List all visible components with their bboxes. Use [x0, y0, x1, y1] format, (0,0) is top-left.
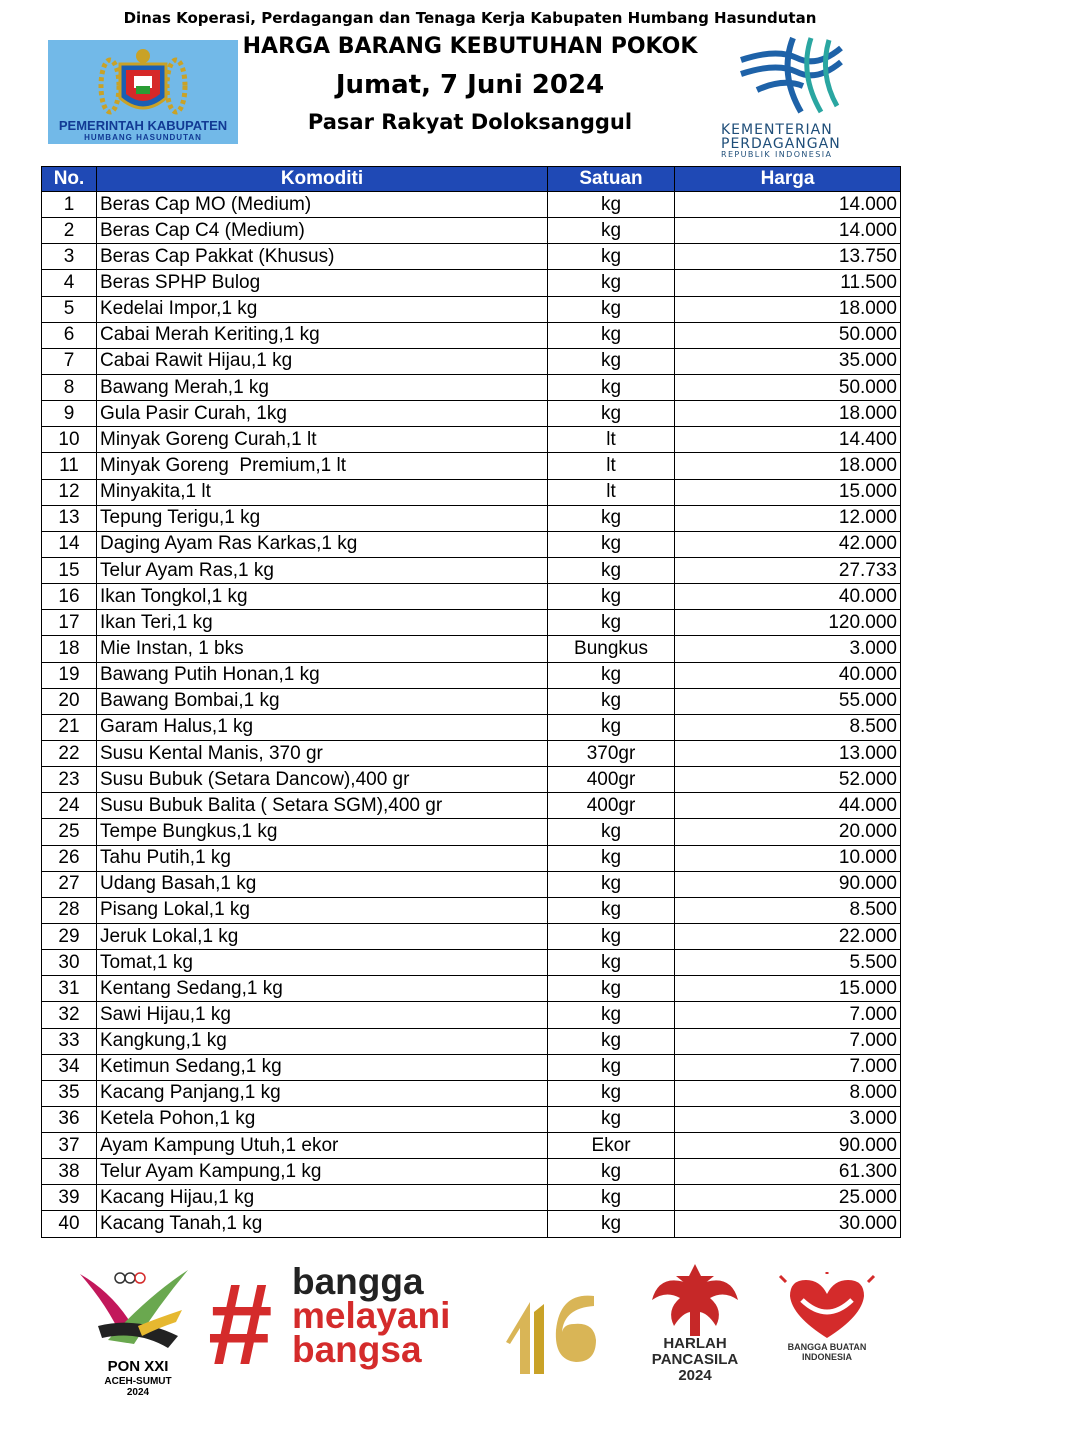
cell-satuan: kg	[548, 348, 675, 374]
cell-no: 40	[42, 1211, 97, 1237]
cell-harga: 40.000	[675, 584, 901, 610]
cell-komoditi: Minyakita,1 lt	[97, 479, 548, 505]
cell-harga: 14.000	[675, 192, 901, 218]
table-row	[42, 1106, 901, 1132]
cell-harga: 15.000	[675, 479, 901, 505]
cell-harga: 44.000	[675, 793, 901, 819]
cell-harga: 50.000	[675, 374, 901, 400]
column-header-satuan: Satuan	[548, 167, 675, 192]
cell-komoditi: Minyak Goreng Premium,1 lt	[97, 453, 548, 479]
pon-emblem-icon	[78, 1266, 198, 1356]
cell-harga: 3.000	[675, 636, 901, 662]
cell-no: 25	[42, 819, 97, 845]
cell-harga: 5.500	[675, 950, 901, 976]
table-row	[42, 374, 901, 400]
cell-komoditi: Ketela Pohon,1 kg	[97, 1106, 548, 1132]
bmb-word-3: bangsa	[292, 1329, 422, 1370]
cell-komoditi: Ketimun Sedang,1 kg	[97, 1054, 548, 1080]
cell-satuan: lt	[548, 427, 675, 453]
kemendag-label-2: PERDAGANGAN	[721, 136, 841, 152]
kemendag-label-3: REPUBLIK INDONESIA	[721, 150, 833, 159]
cell-no: 32	[42, 1002, 97, 1028]
harlah-label-1: HARLAH	[663, 1335, 727, 1352]
cell-satuan: kg	[548, 819, 675, 845]
cell-harga: 18.000	[675, 296, 901, 322]
heart-icon	[772, 1272, 882, 1340]
harlah-label-3: 2024	[678, 1367, 712, 1384]
cell-no: 28	[42, 897, 97, 923]
cell-komoditi: Tepung Terigu,1 kg	[97, 505, 548, 531]
cell-satuan: kg	[548, 322, 675, 348]
cell-harga: 7.000	[675, 1002, 901, 1028]
cell-komoditi: Ikan Tongkol,1 kg	[97, 584, 548, 610]
cell-satuan: 370gr	[548, 740, 675, 766]
cell-harga: 7.000	[675, 1054, 901, 1080]
cell-komoditi: Kacang Hijau,1 kg	[97, 1185, 548, 1211]
cell-no: 22	[42, 740, 97, 766]
table-row	[42, 1211, 901, 1237]
cell-harga: 42.000	[675, 531, 901, 557]
cell-komoditi: Susu Bubuk (Setara Dancow),400 gr	[97, 767, 548, 793]
cell-harga: 52.000	[675, 767, 901, 793]
harlah-label-2: PANCASILA	[651, 1351, 739, 1368]
cell-satuan: Bungkus	[548, 636, 675, 662]
cell-satuan: kg	[548, 923, 675, 949]
cell-no: 15	[42, 557, 97, 583]
bangga-buatan-indonesia-logo	[772, 1272, 882, 1372]
cell-komoditi: Tomat,1 kg	[97, 950, 548, 976]
cell-satuan: kg	[548, 1080, 675, 1106]
table-row	[42, 531, 901, 557]
table-row	[42, 322, 901, 348]
cell-harga: 3.000	[675, 1106, 901, 1132]
bbi-label-2: INDONESIA	[801, 1352, 852, 1362]
cell-satuan: kg	[548, 505, 675, 531]
cell-harga: 20.000	[675, 819, 901, 845]
cell-komoditi: Mie Instan, 1 bks	[97, 636, 548, 662]
cell-komoditi: Beras SPHP Bulog	[97, 270, 548, 296]
cell-satuan: 400gr	[548, 767, 675, 793]
cell-harga: 35.000	[675, 348, 901, 374]
table-row	[42, 296, 901, 322]
cell-no: 37	[42, 1133, 97, 1159]
table-row	[42, 950, 901, 976]
table-row	[42, 348, 901, 374]
cell-no: 6	[42, 322, 97, 348]
cell-satuan: kg	[548, 1106, 675, 1132]
cell-no: 2	[42, 218, 97, 244]
cell-komoditi: Kacang Tanah,1 kg	[97, 1211, 548, 1237]
cell-komoditi: Beras Cap MO (Medium)	[97, 192, 548, 218]
cell-harga: 18.000	[675, 401, 901, 427]
cell-no: 29	[42, 923, 97, 949]
pancasila-emblem-icon	[640, 1260, 750, 1340]
cell-no: 5	[42, 296, 97, 322]
pemkab-label-1: PEMERINTAH KABUPATEN	[58, 118, 228, 133]
cell-satuan: kg	[548, 296, 675, 322]
table-row	[42, 740, 901, 766]
bmb-word-1: bangga	[292, 1261, 424, 1302]
cell-satuan: kg	[548, 688, 675, 714]
cell-no: 39	[42, 1185, 97, 1211]
cell-komoditi: Kentang Sedang,1 kg	[97, 976, 548, 1002]
cell-harga: 25.000	[675, 1185, 901, 1211]
cell-komoditi: Kacang Panjang,1 kg	[97, 1080, 548, 1106]
regency-emblem-icon	[96, 46, 190, 120]
page-title: HARGA BARANG KEBUTUHAN POKOK	[242, 34, 698, 59]
cell-satuan: kg	[548, 531, 675, 557]
table-row	[42, 1133, 901, 1159]
table-header-row	[42, 167, 901, 192]
cell-no: 18	[42, 636, 97, 662]
cell-no: 23	[42, 767, 97, 793]
cell-no: 10	[42, 427, 97, 453]
cell-no: 26	[42, 845, 97, 871]
cell-no: 12	[42, 479, 97, 505]
cell-satuan: kg	[548, 374, 675, 400]
cell-harga: 7.000	[675, 1028, 901, 1054]
indonesia-emas-logo	[500, 1282, 610, 1382]
cell-komoditi: Pisang Lokal,1 kg	[97, 897, 548, 923]
pon-label-2: ACEH-SUMUT	[104, 1376, 172, 1387]
cell-no: 34	[42, 1054, 97, 1080]
table-row	[42, 1002, 901, 1028]
cell-no: 16	[42, 584, 97, 610]
cell-satuan: lt	[548, 479, 675, 505]
cell-satuan: kg	[548, 1002, 675, 1028]
table-row	[42, 688, 901, 714]
cell-satuan: kg	[548, 1028, 675, 1054]
table-row	[42, 610, 901, 636]
cell-komoditi: Kedelai Impor,1 kg	[97, 296, 548, 322]
cell-harga: 8.500	[675, 714, 901, 740]
table-row	[42, 218, 901, 244]
table-row	[42, 1185, 901, 1211]
cell-komoditi: Ayam Kampung Utuh,1 ekor	[97, 1133, 548, 1159]
table-row	[42, 793, 901, 819]
cell-komoditi: Telur Ayam Kampung,1 kg	[97, 1159, 548, 1185]
cell-no: 14	[42, 531, 97, 557]
cell-satuan: kg	[548, 662, 675, 688]
cell-satuan: kg	[548, 557, 675, 583]
cell-satuan: lt	[548, 453, 675, 479]
report-date: Jumat, 7 Juni 2024	[335, 70, 605, 100]
table-row	[42, 714, 901, 740]
cell-komoditi: Susu Bubuk Balita ( Setara SGM),400 gr	[97, 793, 548, 819]
cell-satuan: kg	[548, 244, 675, 270]
cell-satuan: 400gr	[548, 793, 675, 819]
table-row	[42, 923, 901, 949]
cell-harga: 40.000	[675, 662, 901, 688]
kemendag-logo	[715, 34, 875, 160]
cell-komoditi: Sawi Hijau,1 kg	[97, 1002, 548, 1028]
cell-komoditi: Daging Ayam Ras Karkas,1 kg	[97, 531, 548, 557]
kemendag-emblem-icon	[737, 34, 847, 116]
cell-satuan: kg	[548, 401, 675, 427]
cell-no: 21	[42, 714, 97, 740]
cell-no: 30	[42, 950, 97, 976]
agency-name: Dinas Koperasi, Perdagangan dan Tenaga Kerja Kabupaten Humbang Hasundutan	[123, 9, 817, 27]
cell-harga: 10.000	[675, 845, 901, 871]
table-row	[42, 845, 901, 871]
cell-harga: 90.000	[675, 1133, 901, 1159]
cell-komoditi: Bawang Putih Honan,1 kg	[97, 662, 548, 688]
cell-komoditi: Tempe Bungkus,1 kg	[97, 819, 548, 845]
table-row	[42, 636, 901, 662]
cell-komoditi: Susu Kental Manis, 370 gr	[97, 740, 548, 766]
table-row	[42, 192, 901, 218]
cell-komoditi: Cabai Rawit Hijau,1 kg	[97, 348, 548, 374]
table-row	[42, 897, 901, 923]
cell-satuan: kg	[548, 192, 675, 218]
cell-harga: 8.000	[675, 1080, 901, 1106]
cell-harga: 14.400	[675, 427, 901, 453]
pon-label-3: 2024	[126, 1387, 150, 1398]
table-row	[42, 767, 901, 793]
cell-harga: 27.733	[675, 557, 901, 583]
pon-xxi-logo	[78, 1266, 198, 1406]
table-row	[42, 1028, 901, 1054]
price-table-body	[42, 192, 901, 1238]
cell-no: 13	[42, 505, 97, 531]
cell-harga: 18.000	[675, 453, 901, 479]
cell-no: 8	[42, 374, 97, 400]
market-name: Pasar Rakyat Doloksanggul	[307, 110, 633, 134]
cell-no: 1	[42, 192, 97, 218]
cell-satuan: Ekor	[548, 1133, 675, 1159]
cell-komoditi: Kangkung,1 kg	[97, 1028, 548, 1054]
cell-satuan: kg	[548, 584, 675, 610]
cell-no: 20	[42, 688, 97, 714]
cell-no: 7	[42, 348, 97, 374]
hashtag-icon: #	[208, 1259, 273, 1389]
table-row	[42, 557, 901, 583]
table-row	[42, 1054, 901, 1080]
cell-komoditi: Bawang Merah,1 kg	[97, 374, 548, 400]
price-table	[41, 166, 901, 1238]
cell-komoditi: Gula Pasir Curah, 1kg	[97, 401, 548, 427]
cell-no: 19	[42, 662, 97, 688]
cell-satuan: kg	[548, 1159, 675, 1185]
cell-satuan: kg	[548, 871, 675, 897]
table-row	[42, 1159, 901, 1185]
cell-satuan: kg	[548, 1054, 675, 1080]
cell-komoditi: Cabai Merah Keriting,1 kg	[97, 322, 548, 348]
column-header-harga: Harga	[675, 167, 901, 192]
table-row	[42, 401, 901, 427]
cell-harga: 120.000	[675, 610, 901, 636]
cell-harga: 22.000	[675, 923, 901, 949]
cell-komoditi: Garam Halus,1 kg	[97, 714, 548, 740]
table-row	[42, 976, 901, 1002]
79-years-emblem-icon	[500, 1282, 610, 1382]
pon-label-1: PON XXI	[107, 1358, 169, 1375]
cell-komoditi: Ikan Teri,1 kg	[97, 610, 548, 636]
cell-no: 35	[42, 1080, 97, 1106]
cell-harga: 14.000	[675, 218, 901, 244]
table-row	[42, 871, 901, 897]
column-header-no: No.	[42, 167, 97, 192]
cell-satuan: kg	[548, 976, 675, 1002]
table-row	[42, 453, 901, 479]
cell-no: 27	[42, 871, 97, 897]
harlah-pancasila-logo	[640, 1260, 750, 1390]
cell-harga: 13.000	[675, 740, 901, 766]
table-row	[42, 819, 901, 845]
cell-harga: 13.750	[675, 244, 901, 270]
table-row	[42, 1080, 901, 1106]
table-row	[42, 505, 901, 531]
cell-harga: 8.500	[675, 897, 901, 923]
bmb-word-2: melayani	[292, 1295, 451, 1336]
cell-no: 17	[42, 610, 97, 636]
cell-satuan: kg	[548, 950, 675, 976]
cell-komoditi: Tahu Putih,1 kg	[97, 845, 548, 871]
pemkab-label-2: HUMBANG HASUNDUTAN	[84, 133, 202, 142]
cell-satuan: kg	[548, 610, 675, 636]
cell-komoditi: Jeruk Lokal,1 kg	[97, 923, 548, 949]
cell-harga: 90.000	[675, 871, 901, 897]
cell-harga: 11.500	[675, 270, 901, 296]
bangga-melayani-bangsa-logo	[208, 1259, 488, 1389]
cell-harga: 61.300	[675, 1159, 901, 1185]
cell-harga: 50.000	[675, 322, 901, 348]
cell-no: 3	[42, 244, 97, 270]
cell-satuan: kg	[548, 845, 675, 871]
table-row	[42, 479, 901, 505]
cell-harga: 30.000	[675, 1211, 901, 1237]
cell-no: 24	[42, 793, 97, 819]
cell-no: 11	[42, 453, 97, 479]
cell-komoditi: Beras Cap C4 (Medium)	[97, 218, 548, 244]
cell-harga: 55.000	[675, 688, 901, 714]
table-row	[42, 662, 901, 688]
table-row	[42, 244, 901, 270]
table-row	[42, 427, 901, 453]
cell-satuan: kg	[548, 270, 675, 296]
column-header-komoditi: Komoditi	[97, 167, 548, 192]
cell-no: 4	[42, 270, 97, 296]
pemkab-logo	[48, 40, 238, 144]
cell-no: 33	[42, 1028, 97, 1054]
cell-komoditi: Beras Cap Pakkat (Khusus)	[97, 244, 548, 270]
cell-satuan: kg	[548, 897, 675, 923]
cell-no: 31	[42, 976, 97, 1002]
cell-no: 36	[42, 1106, 97, 1132]
cell-no: 38	[42, 1159, 97, 1185]
cell-satuan: kg	[548, 218, 675, 244]
cell-no: 9	[42, 401, 97, 427]
cell-komoditi: Bawang Bombai,1 kg	[97, 688, 548, 714]
cell-satuan: kg	[548, 714, 675, 740]
cell-harga: 12.000	[675, 505, 901, 531]
cell-satuan: kg	[548, 1211, 675, 1237]
cell-satuan: kg	[548, 1185, 675, 1211]
cell-komoditi: Udang Basah,1 kg	[97, 871, 548, 897]
cell-komoditi: Telur Ayam Ras,1 kg	[97, 557, 548, 583]
kemendag-label-1: KEMENTERIAN	[721, 122, 833, 138]
table-row	[42, 270, 901, 296]
cell-harga: 15.000	[675, 976, 901, 1002]
table-row	[42, 584, 901, 610]
bbi-label-1: BANGGA BUATAN	[787, 1342, 867, 1352]
cell-komoditi: Minyak Goreng Curah,1 lt	[97, 427, 548, 453]
